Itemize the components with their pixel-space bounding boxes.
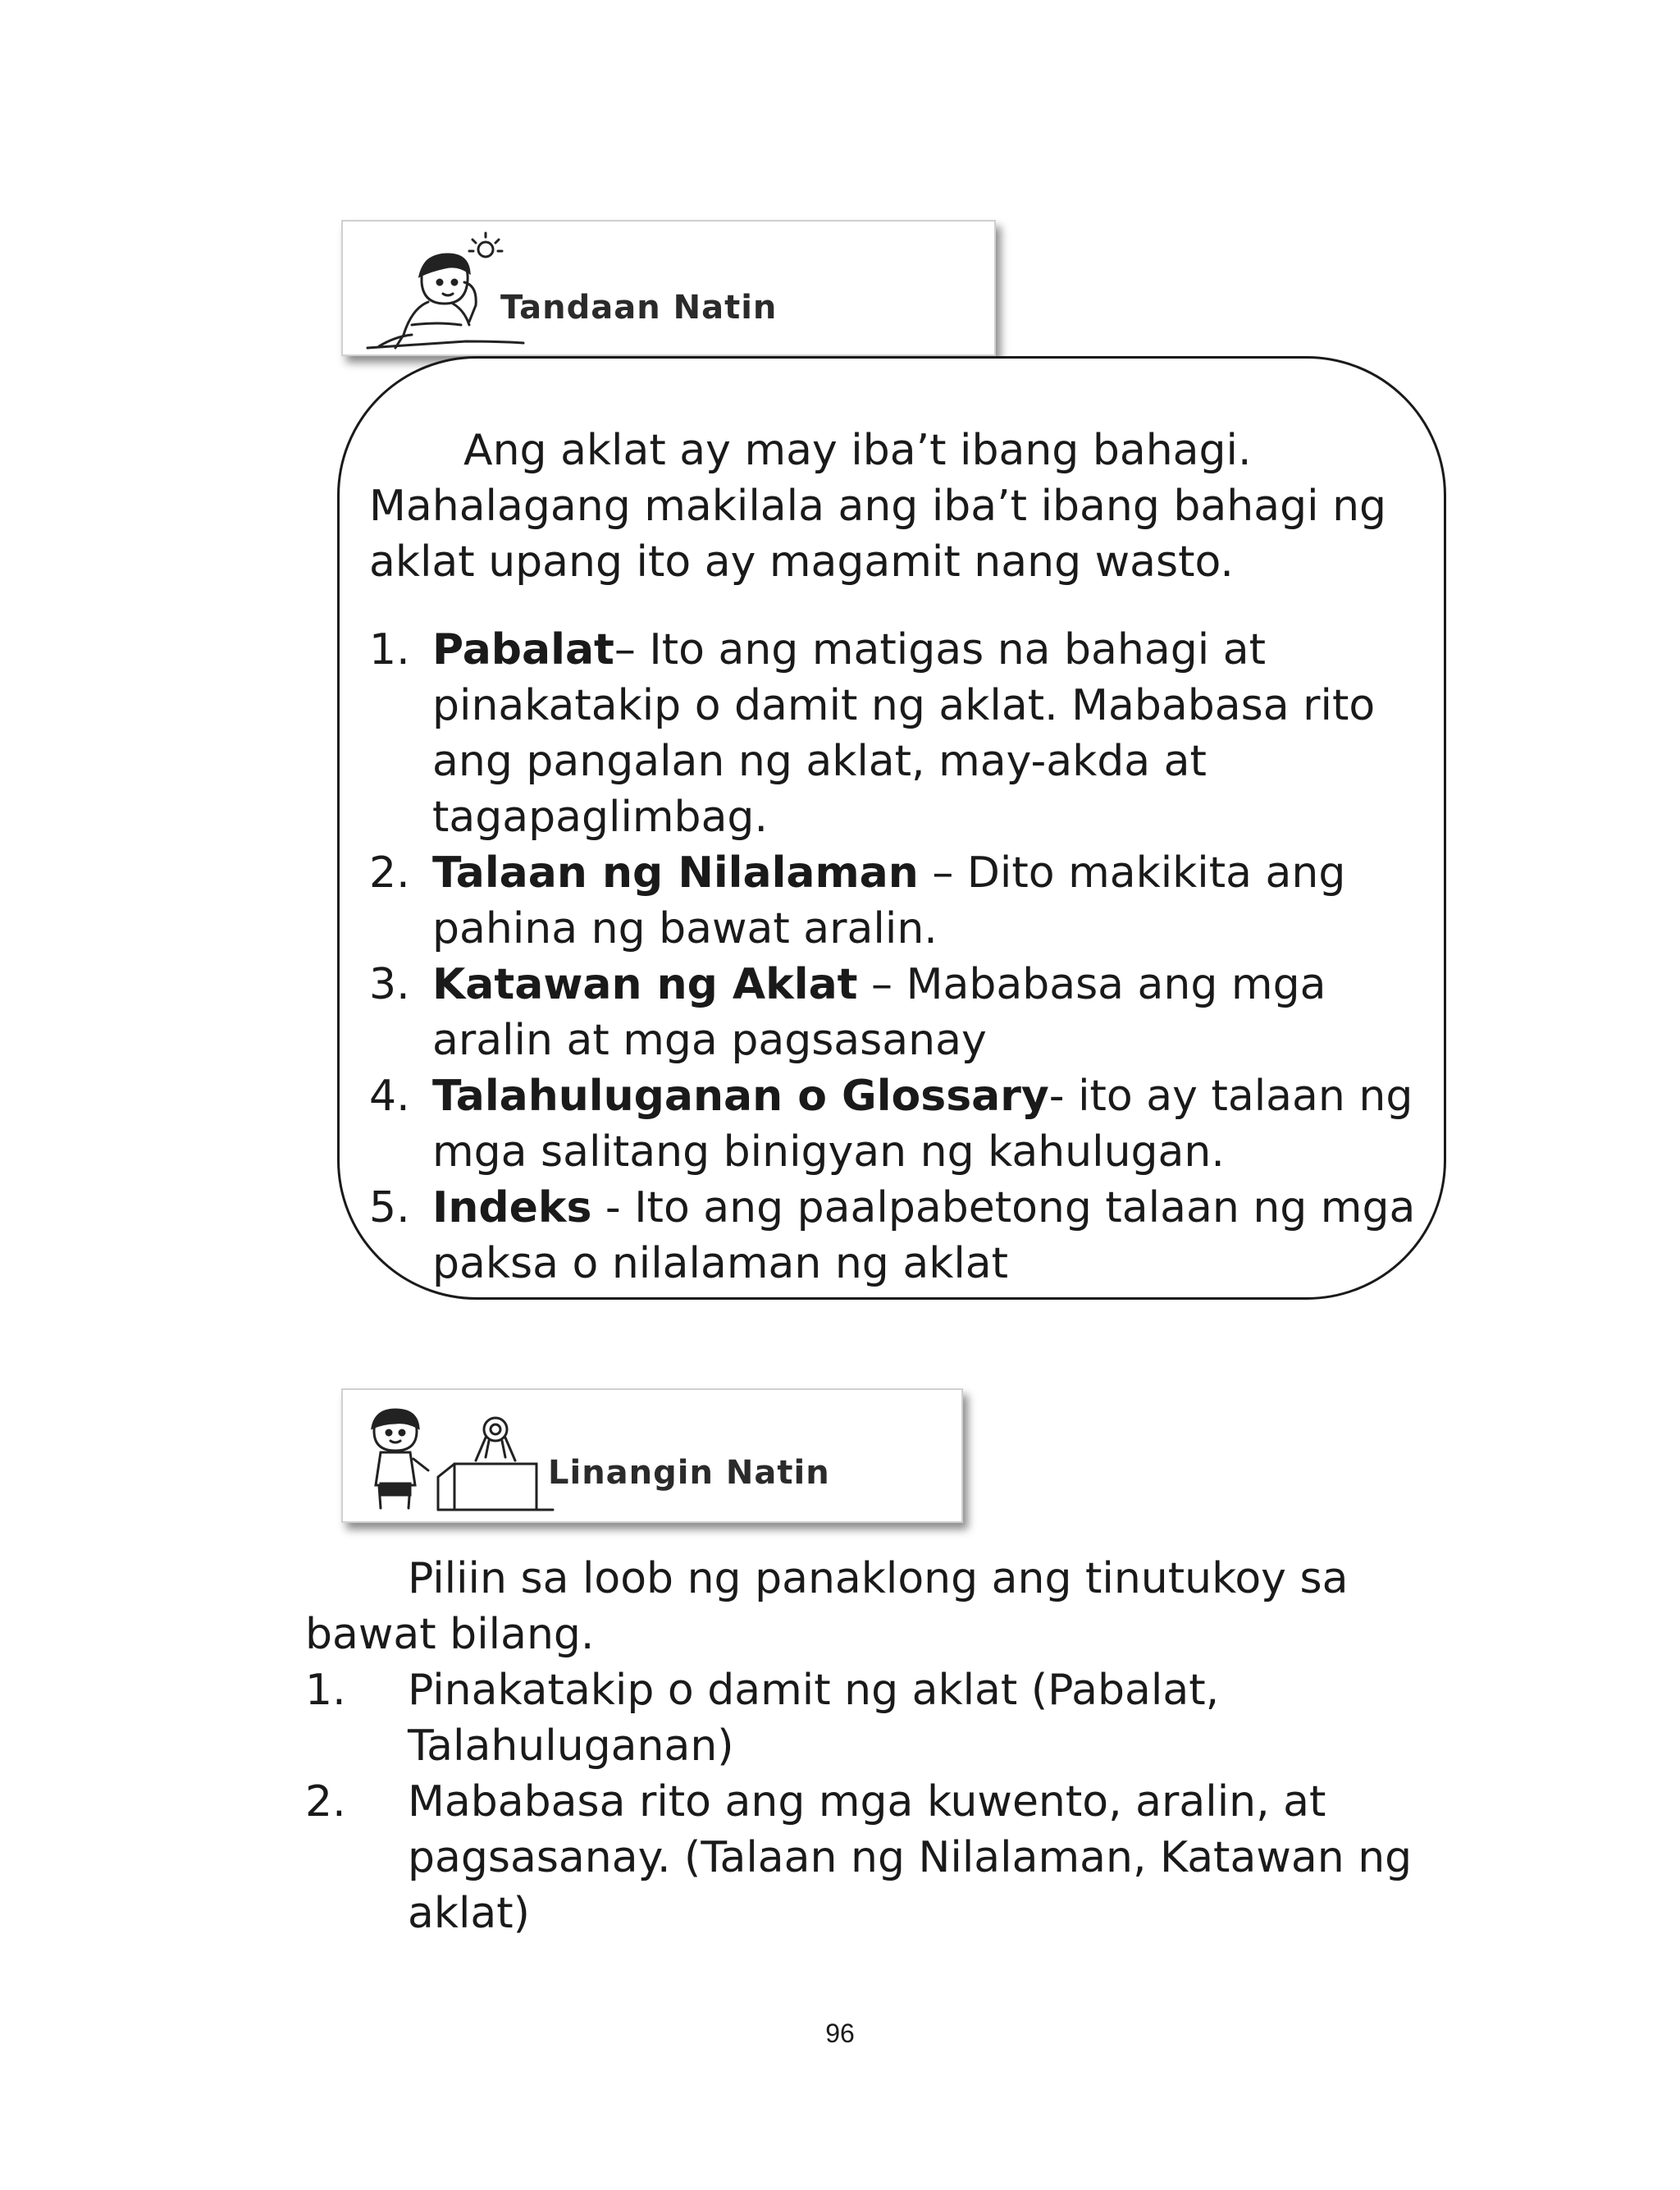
book-parts-list	[369, 622, 1436, 1292]
list-item	[369, 845, 1436, 957]
item-description: – Dito makikita ang pahina ng bawat aralin.	[432, 848, 1346, 953]
tandaan-natin-banner	[341, 220, 996, 356]
item-number: 4.	[369, 1072, 410, 1121]
list-item	[305, 1662, 1454, 1774]
intro-first-line: Ang aklat ay may iba’t ibang bahagi.	[463, 426, 1252, 475]
item-text: Mababasa rito ang mga kuwento, aralin, at pagsasanay. (Talaan ng Nilalaman, Katawan ng aklat)	[408, 1777, 1413, 1938]
item-description: – Mababasa ang mga aralin at mga pagsasanay	[432, 960, 1326, 1065]
item-description: - Ito ang paalpabetong talaan ng mga paksa o nilalaman ng aklat	[432, 1183, 1416, 1288]
linangin-natin-banner	[341, 1388, 963, 1523]
exercise-instruction	[305, 1551, 1454, 1662]
item-number: 2.	[305, 1777, 346, 1827]
list-item	[305, 1774, 1454, 1941]
instruction-second-line: bawat bilang.	[305, 1610, 595, 1659]
item-number: 3.	[369, 960, 410, 1009]
list-item	[369, 1180, 1436, 1292]
exercise-list	[305, 1662, 1454, 1941]
tandaan-natin-title: Tandaan Natin	[500, 289, 778, 327]
item-description: - ito ay talaan ng mga salitang binigyan ng kahulugan.	[432, 1072, 1413, 1177]
page-number: 96	[825, 2019, 855, 2048]
item-number: 1.	[369, 625, 410, 674]
item-term: Pabalat	[432, 625, 614, 674]
item-description: – Ito ang matigas na bahagi at pinakatakip o damit ng aklat. Mababasa rito ang pangalan ng aklat, may-akda at tagapaglimbag.	[432, 625, 1376, 842]
linangin-natin-title: Linangin Natin	[548, 1454, 830, 1492]
list-item	[369, 622, 1436, 845]
list-item	[369, 1068, 1436, 1180]
item-number: 2.	[369, 848, 410, 898]
item-term: Talaan ng Nilalaman	[432, 848, 919, 898]
item-text: Pinakatakip o damit ng aklat (Pabalat, Talahuluganan)	[408, 1666, 1220, 1771]
item-term: Indeks	[432, 1183, 592, 1232]
item-number: 1.	[305, 1666, 346, 1715]
item-term: Talahuluganan o Glossary	[432, 1072, 1049, 1121]
item-number: 5.	[369, 1183, 410, 1232]
list-item	[369, 957, 1436, 1068]
tandaan-intro	[369, 423, 1427, 590]
item-term: Katawan ng Aklat	[432, 960, 858, 1009]
child-podium-icon	[356, 1398, 561, 1517]
intro-rest: Mahalagang makilala ang iba’t ibang bahagi ng aklat upang ito ay magamit nang wasto.	[369, 482, 1387, 587]
instruction-first-line: Piliin sa loob ng panaklong ang tinutukoy sa	[408, 1554, 1349, 1603]
